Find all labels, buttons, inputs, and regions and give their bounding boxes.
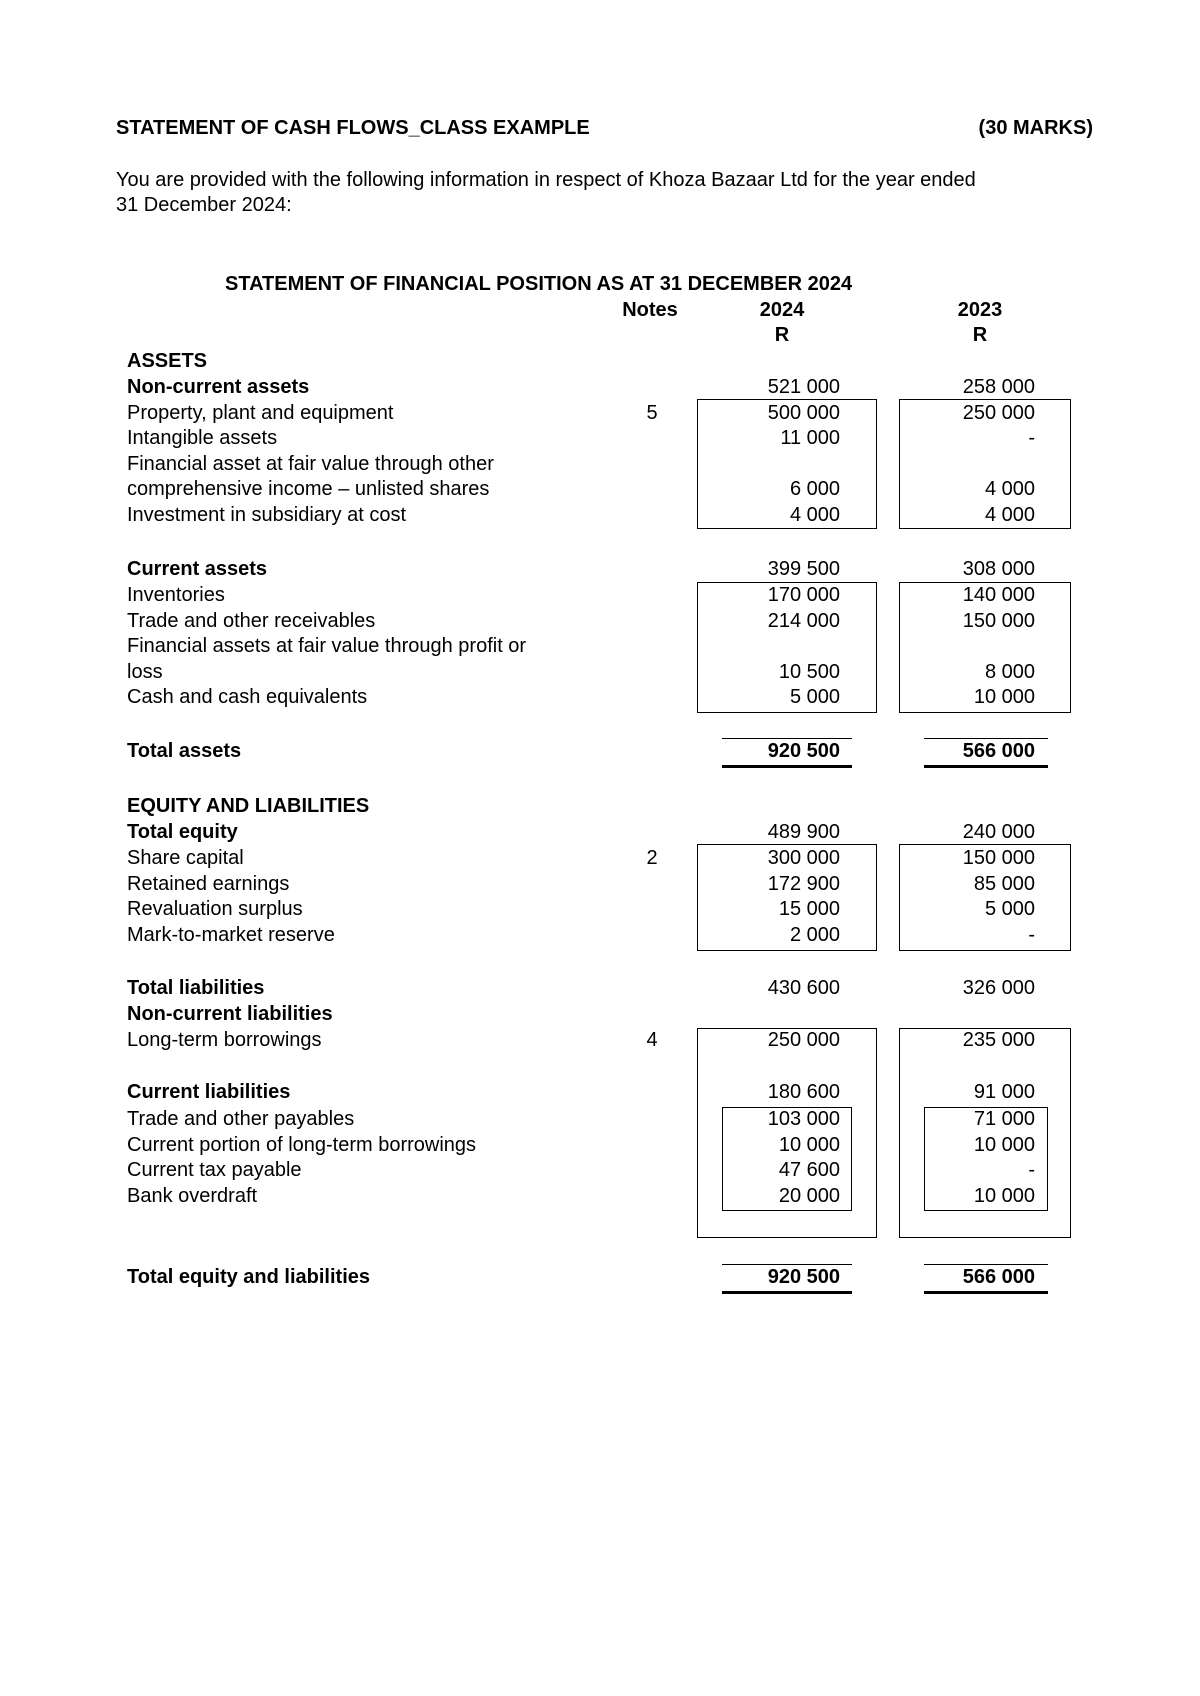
receivables-2024: 214 000 — [767, 610, 840, 632]
total-equity-label: Total equity — [127, 821, 238, 843]
ppe-label: Property, plant and equipment — [127, 402, 394, 424]
retained-earnings-label: Retained earnings — [127, 873, 290, 895]
overdraft-2024: 20 000 — [778, 1185, 840, 1207]
share-capital-note: 2 — [646, 847, 658, 869]
statement-title: STATEMENT OF FINANCIAL POSITION AS AT 31 DECEMBER 2024 — [225, 273, 853, 295]
document-title: STATEMENT OF CASH FLOWS_CLASS EXAMPLE — [116, 117, 590, 139]
subsidiary-label: Investment in subsidiary at cost — [127, 504, 407, 526]
equity-liabilities-heading: EQUITY AND LIABILITIES — [127, 795, 370, 817]
tax-payable-2023: - — [1028, 1159, 1035, 1181]
ca-2024: 399 500 — [767, 558, 840, 580]
payables-2024: 103 000 — [767, 1108, 840, 1130]
inventories-label: Inventories — [127, 584, 225, 606]
ppe-2023: 250 000 — [962, 402, 1035, 424]
inventories-2023: 140 000 — [962, 584, 1035, 606]
fvtpl-2024: 10 500 — [778, 661, 840, 683]
payables-2023: 71 000 — [973, 1108, 1035, 1130]
currency-2024: R — [774, 324, 790, 346]
overdraft-label: Bank overdraft — [127, 1185, 258, 1207]
revaluation-surplus-2024: 15 000 — [778, 898, 840, 920]
fvoci-label-line-1: Financial asset at fair value through other — [127, 453, 494, 475]
total-liabilities-2024: 430 600 — [767, 977, 840, 999]
assets-heading: ASSETS — [127, 350, 208, 372]
current-portion-2024: 10 000 — [778, 1134, 840, 1156]
fvtpl-2023: 8 000 — [984, 661, 1035, 683]
intangible-2024: 11 000 — [780, 427, 840, 449]
payables-label: Trade and other payables — [127, 1108, 355, 1130]
total-eq-liab-bottom-rule-2023 — [924, 1291, 1048, 1294]
borrowings-note: 4 — [646, 1029, 658, 1051]
mtm-reserve-label: Mark-to-market reserve — [127, 924, 335, 946]
intangible-2023: - — [1028, 427, 1035, 449]
total-liabilities-2023: 326 000 — [962, 977, 1035, 999]
ppe-2024: 500 000 — [767, 402, 840, 424]
fvoci-2023: 4 000 — [984, 478, 1035, 500]
tax-payable-label: Current tax payable — [127, 1159, 302, 1181]
cash-2024: 5 000 — [789, 686, 840, 708]
notes-column-heading: Notes — [622, 299, 678, 321]
receivables-2023: 150 000 — [962, 610, 1035, 632]
revaluation-surplus-2023: 5 000 — [984, 898, 1035, 920]
year-2024-heading: 2024 — [759, 299, 805, 321]
retained-earnings-2023: 85 000 — [973, 873, 1035, 895]
borrowings-label: Long-term borrowings — [127, 1029, 322, 1051]
revaluation-surplus-label: Revaluation surplus — [127, 898, 303, 920]
total-assets-label: Total assets — [127, 740, 242, 762]
borrowings-2024: 250 000 — [767, 1029, 840, 1051]
total-assets-2024: 920 500 — [767, 740, 840, 762]
total-eq-liab-label: Total equity and liabilities — [127, 1266, 370, 1288]
fvoci-2024: 6 000 — [789, 478, 840, 500]
fvtpl-label-line-1: Financial assets at fair value through profit or — [127, 635, 527, 657]
cash-2023: 10 000 — [973, 686, 1035, 708]
cl-label: Current liabilities — [127, 1081, 291, 1103]
cl-2024: 180 600 — [767, 1081, 840, 1103]
currency-2023: R — [972, 324, 988, 346]
mtm-reserve-2023: - — [1028, 924, 1035, 946]
total-liabilities-label: Total liabilities — [127, 977, 265, 999]
nca-2024: 521 000 — [767, 376, 840, 398]
ppe-note: 5 — [646, 402, 658, 424]
total-assets-bottom-rule-2023 — [924, 765, 1048, 768]
share-capital-label: Share capital — [127, 847, 244, 869]
total-eq-liab-2024: 920 500 — [767, 1266, 840, 1288]
total-eq-liab-2023: 566 000 — [962, 1266, 1035, 1288]
receivables-label: Trade and other receivables — [127, 610, 376, 632]
intro-line-2: 31 December 2024: — [116, 194, 292, 216]
mtm-reserve-2024: 2 000 — [789, 924, 840, 946]
nca-2023: 258 000 — [962, 376, 1035, 398]
cl-2023: 91 000 — [973, 1081, 1035, 1103]
total-assets-2023: 566 000 — [962, 740, 1035, 762]
marks-label: (30 MARKS) — [978, 117, 1093, 139]
intangible-label: Intangible assets — [127, 427, 278, 449]
total-assets-bottom-rule-2024 — [722, 765, 852, 768]
ncl-label: Non-current liabilities — [127, 1003, 333, 1025]
total-equity-2024: 489 900 — [767, 821, 840, 843]
share-capital-2023: 150 000 — [962, 847, 1035, 869]
ca-label: Current assets — [127, 558, 268, 580]
nca-label: Non-current assets — [127, 376, 310, 398]
current-portion-2023: 10 000 — [973, 1134, 1035, 1156]
share-capital-2024: 300 000 — [767, 847, 840, 869]
cash-label: Cash and cash equivalents — [127, 686, 368, 708]
borrowings-2023: 235 000 — [962, 1029, 1035, 1051]
fvoci-label-line-2: comprehensive income – unlisted shares — [127, 478, 490, 500]
overdraft-2023: 10 000 — [973, 1185, 1035, 1207]
current-portion-label: Current portion of long-term borrowings — [127, 1134, 477, 1156]
year-2023-heading: 2023 — [957, 299, 1003, 321]
total-eq-liab-bottom-rule-2024 — [722, 1291, 852, 1294]
total-equity-2023: 240 000 — [962, 821, 1035, 843]
tax-payable-2024: 47 600 — [778, 1159, 840, 1181]
fvtpl-label-line-2: loss — [127, 661, 163, 683]
subsidiary-2024: 4 000 — [789, 504, 840, 526]
subsidiary-2023: 4 000 — [984, 504, 1035, 526]
intro-line-1: You are provided with the following information in respect of Khoza Bazaar Ltd for the year ended — [116, 169, 976, 191]
ca-2023: 308 000 — [962, 558, 1035, 580]
retained-earnings-2024: 172 900 — [767, 873, 840, 895]
inventories-2024: 170 000 — [767, 584, 840, 606]
